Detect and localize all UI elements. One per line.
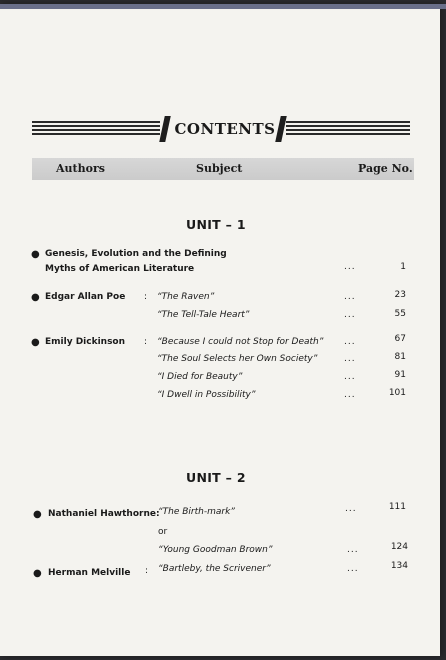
entry-author: Herman Melville bbox=[48, 568, 131, 578]
entry-author: Emily Dickinson bbox=[45, 337, 126, 347]
leader-dots: ... bbox=[344, 390, 356, 400]
page-number: 124 bbox=[390, 542, 408, 552]
bullet: ● bbox=[33, 509, 42, 520]
leader-dots: ... bbox=[344, 310, 356, 320]
page-number: 81 bbox=[394, 352, 406, 362]
entry-author: Nathaniel Hawthorne: bbox=[48, 509, 160, 519]
column-header-bar bbox=[32, 158, 414, 180]
bullet: ● bbox=[31, 249, 40, 260]
contents-page bbox=[0, 4, 440, 656]
leader-dots: ... bbox=[345, 504, 357, 514]
column-page-no: Page No. bbox=[358, 162, 413, 175]
leader-dots: ... bbox=[347, 545, 359, 555]
bullet: ● bbox=[33, 568, 42, 579]
colon: : bbox=[144, 292, 148, 302]
colon: : bbox=[144, 337, 148, 347]
page-number: 23 bbox=[394, 290, 406, 300]
page-number: 55 bbox=[394, 309, 406, 319]
entry-title: “Young Goodman Brown” bbox=[158, 545, 273, 555]
unit-heading: UNIT – 2 bbox=[186, 470, 246, 485]
page-number: 1 bbox=[400, 262, 406, 272]
leader-dots: ... bbox=[347, 564, 359, 574]
entry-title: “I Dwell in Possibility” bbox=[157, 390, 256, 400]
entry-author: Edgar Allan Poe bbox=[45, 292, 126, 302]
column-subject: Subject bbox=[196, 162, 243, 175]
column-authors: Authors bbox=[56, 162, 105, 175]
entry-title: “The Tell-Tale Heart” bbox=[157, 310, 250, 320]
leader-dots: ... bbox=[344, 337, 356, 347]
page-number: 67 bbox=[394, 334, 406, 344]
entry-author-continued: Myths of American Literature bbox=[45, 264, 195, 274]
heading-rule-right bbox=[286, 121, 410, 139]
entry-author: Genesis, Evolution and the Defining bbox=[45, 249, 227, 259]
entry-title: “The Birth-mark” bbox=[158, 507, 235, 517]
contents-heading: CONTENTS bbox=[174, 120, 276, 138]
page-number: 91 bbox=[394, 370, 406, 380]
bullet: ● bbox=[31, 337, 40, 348]
entry-title: “The Soul Selects her Own Society” bbox=[157, 354, 318, 364]
unit-heading: UNIT – 1 bbox=[186, 217, 246, 232]
leader-dots: ... bbox=[344, 372, 356, 382]
leader-dots: ... bbox=[344, 292, 356, 302]
entry-title: “Because I could not Stop for Death” bbox=[157, 337, 324, 347]
alternative-or: or bbox=[158, 527, 168, 537]
page-top-edge bbox=[0, 4, 446, 9]
bullet: ● bbox=[31, 292, 40, 303]
leader-dots: ... bbox=[344, 354, 356, 364]
page-number: 134 bbox=[390, 561, 408, 571]
page-number: 111 bbox=[388, 502, 406, 512]
page-number: 101 bbox=[388, 388, 406, 398]
leader-dots: ... bbox=[344, 262, 356, 272]
heading-rule-left bbox=[32, 121, 160, 139]
entry-title: “I Died for Beauty” bbox=[157, 372, 243, 382]
entry-title: “The Raven” bbox=[157, 292, 215, 302]
entry-title: “Bartleby, the Scrivener” bbox=[158, 564, 271, 574]
colon: : bbox=[145, 566, 149, 576]
